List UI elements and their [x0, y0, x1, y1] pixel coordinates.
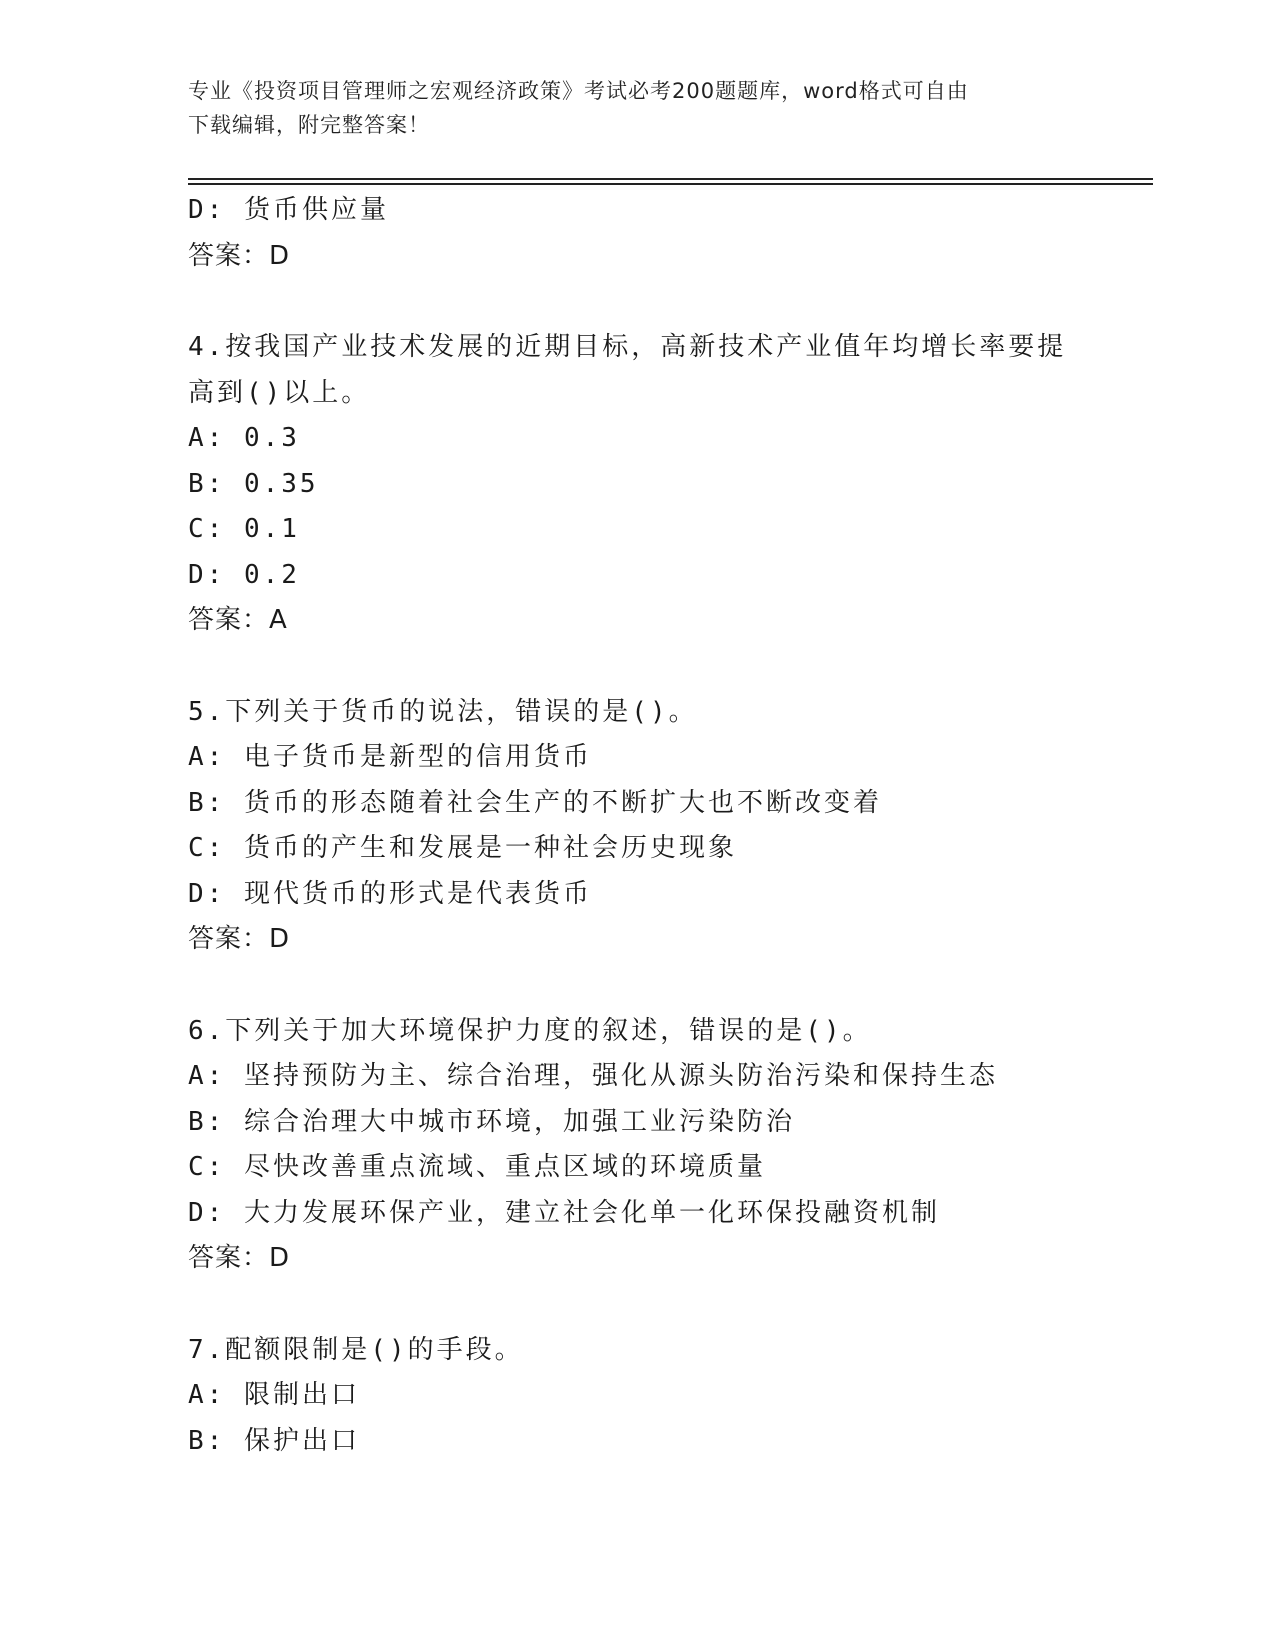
question-text: 7.配额限制是()的手段。 — [188, 1334, 524, 1365]
option-b: B: 0.35 — [188, 468, 319, 499]
option-a: A: 限制出口 — [188, 1380, 360, 1410]
question-text: 6.下列关于加大环境保护力度的叙述，错误的是()。 — [188, 1015, 872, 1046]
question-6 — [188, 1009, 1088, 1282]
option-a: A: 电子货币是新型的信用货币 — [188, 742, 592, 772]
question-content — [188, 188, 1088, 1464]
option-d: D: 货币供应量 — [188, 195, 389, 225]
option-d: D: 现代货币的形式是代表货币 — [188, 878, 592, 909]
option-b: B: 货币的形态随着社会生产的不断扩大也不断改变着 — [188, 787, 882, 818]
page-header — [188, 74, 1088, 142]
option-a: A: 坚持预防为主、综合治理，强化从源头防治污染和保持生态 — [188, 1061, 998, 1091]
header-line-1: 专业《投资项目管理师之宏观经济政策》考试必考200题题库，word格式可自由 — [188, 79, 969, 103]
question-text: 4.按我国产业技术发展的近期目标，高新技术产业值年均增长率要提高到()以上。 — [188, 332, 1067, 408]
header-rule-top — [188, 178, 1153, 180]
answer-line: 答案：A — [188, 605, 288, 635]
answer-line: 答案：D — [188, 924, 291, 954]
answer-line: 答案：D — [188, 1243, 291, 1273]
question-7 — [188, 1328, 1088, 1465]
answer-line: 答案：D — [188, 240, 291, 271]
option-c: C: 尽快改善重点流域、重点区域的环境质量 — [188, 1152, 766, 1182]
question-5 — [188, 690, 1088, 963]
question-4 — [188, 325, 1088, 644]
option-c: C: 0.1 — [188, 514, 300, 544]
question-3-tail — [188, 188, 1088, 279]
option-b: B: 保护出口 — [188, 1425, 360, 1456]
header-rule-bottom — [188, 183, 1153, 185]
option-d: D: 0.2 — [188, 559, 300, 590]
question-text: 5.下列关于货币的说法，错误的是()。 — [188, 696, 698, 727]
option-c: C: 货币的产生和发展是一种社会历史现象 — [188, 833, 737, 863]
option-d: D: 大力发展环保产业，建立社会化单一化环保投融资机制 — [188, 1197, 940, 1228]
option-b: B: 综合治理大中城市环境，加强工业污染防治 — [188, 1106, 795, 1137]
option-a: A: 0.3 — [188, 423, 300, 453]
header-line-2: 下载编辑，附完整答案！ — [188, 113, 430, 137]
